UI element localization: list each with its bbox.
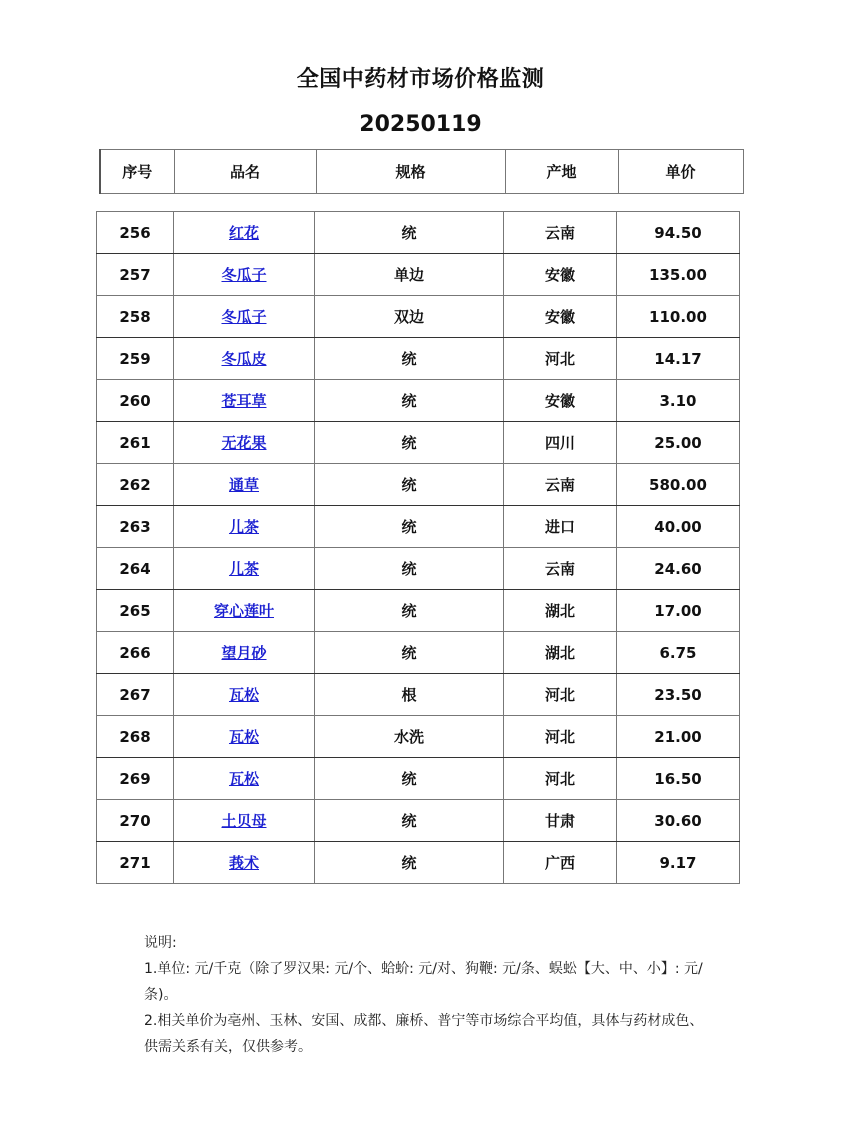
cell-index: 271 xyxy=(97,842,174,884)
cell-name xyxy=(174,800,315,842)
herb-name-link[interactable]: 莪术 xyxy=(228,854,259,872)
cell-origin: 广西 xyxy=(504,842,617,884)
herb-name-link[interactable]: 冬瓜皮 xyxy=(221,350,267,368)
herb-name-link[interactable]: 冬瓜子 xyxy=(221,308,267,326)
table-row xyxy=(97,716,740,758)
column-header-origin: 产地 xyxy=(505,150,618,194)
cell-origin: 河北 xyxy=(504,338,617,380)
herb-name-link[interactable]: 瓦松 xyxy=(228,686,259,704)
cell-index: 259 xyxy=(97,338,174,380)
cell-spec: 统 xyxy=(315,590,504,632)
table-row xyxy=(97,674,740,716)
cell-price: 25.00 xyxy=(617,422,740,464)
cell-origin: 安徽 xyxy=(504,296,617,338)
herb-name-link[interactable]: 穿心莲叶 xyxy=(213,602,274,620)
cell-index: 269 xyxy=(97,758,174,800)
notes-heading: 说明: xyxy=(144,935,177,951)
column-header-name: 品名 xyxy=(174,150,316,194)
cell-spec: 统 xyxy=(315,758,504,800)
cell-index: 256 xyxy=(97,212,174,254)
cell-name xyxy=(174,548,315,590)
cell-name xyxy=(174,590,315,632)
herb-name-link[interactable]: 冬瓜子 xyxy=(221,266,267,284)
table-row xyxy=(97,212,740,254)
cell-origin: 安徽 xyxy=(504,380,617,422)
table-row xyxy=(97,590,740,632)
cell-price: 580.00 xyxy=(617,464,740,506)
cell-origin: 河北 xyxy=(504,674,617,716)
cell-price: 30.60 xyxy=(617,800,740,842)
herb-name-link[interactable]: 苍耳草 xyxy=(221,392,267,410)
cell-index: 258 xyxy=(97,296,174,338)
cell-index: 265 xyxy=(97,590,174,632)
table-row xyxy=(97,464,740,506)
herb-name-link[interactable]: 儿茶 xyxy=(228,518,259,536)
cell-origin: 河北 xyxy=(504,716,617,758)
cell-price: 21.00 xyxy=(617,716,740,758)
table-row xyxy=(97,506,740,548)
cell-origin: 云南 xyxy=(504,464,617,506)
cell-name xyxy=(174,842,315,884)
column-header-price: 单价 xyxy=(618,150,743,194)
cell-origin: 湖北 xyxy=(504,590,617,632)
cell-index: 266 xyxy=(97,632,174,674)
cell-spec: 根 xyxy=(315,674,504,716)
cell-index: 257 xyxy=(97,254,174,296)
cell-price: 135.00 xyxy=(617,254,740,296)
price-table xyxy=(96,211,740,884)
table-row xyxy=(97,254,740,296)
cell-name xyxy=(174,632,315,674)
cell-name xyxy=(174,716,315,758)
cell-index: 263 xyxy=(97,506,174,548)
table-row xyxy=(97,380,740,422)
cell-spec: 统 xyxy=(315,422,504,464)
herb-name-link[interactable]: 红花 xyxy=(228,224,259,242)
cell-name xyxy=(174,464,315,506)
cell-spec: 统 xyxy=(315,632,504,674)
cell-price: 6.75 xyxy=(617,632,740,674)
cell-spec: 统 xyxy=(315,506,504,548)
cell-price: 94.50 xyxy=(617,212,740,254)
cell-origin: 云南 xyxy=(504,548,617,590)
cell-origin: 进口 xyxy=(504,506,617,548)
cell-spec: 统 xyxy=(315,380,504,422)
cell-price: 14.17 xyxy=(617,338,740,380)
herb-name-link[interactable]: 通草 xyxy=(228,476,259,494)
cell-index: 268 xyxy=(97,716,174,758)
cell-name xyxy=(174,380,315,422)
table-row xyxy=(97,632,740,674)
cell-index: 262 xyxy=(97,464,174,506)
notes-line-2: 2.相关单价为亳州、玉林、安国、成都、廉桥、普宁等市场综合平均值，具体与药材成色、供需关系有关，仅供参考。 xyxy=(144,1013,704,1055)
cell-index: 267 xyxy=(97,674,174,716)
cell-spec: 统 xyxy=(315,212,504,254)
cell-spec: 统 xyxy=(315,842,504,884)
cell-origin: 湖北 xyxy=(504,632,617,674)
cell-origin: 河北 xyxy=(504,758,617,800)
cell-spec: 统 xyxy=(315,800,504,842)
cell-price: 110.00 xyxy=(617,296,740,338)
cell-spec: 统 xyxy=(315,338,504,380)
cell-spec: 统 xyxy=(315,548,504,590)
cell-spec: 水洗 xyxy=(315,716,504,758)
cell-price: 9.17 xyxy=(617,842,740,884)
herb-name-link[interactable]: 瓦松 xyxy=(228,728,259,746)
cell-price: 24.60 xyxy=(617,548,740,590)
cell-price: 40.00 xyxy=(617,506,740,548)
cell-name xyxy=(174,506,315,548)
cell-name xyxy=(174,296,315,338)
cell-price: 16.50 xyxy=(617,758,740,800)
table-row xyxy=(97,422,740,464)
cell-name xyxy=(174,338,315,380)
table-header xyxy=(99,149,744,194)
table-row xyxy=(97,800,740,842)
herb-name-link[interactable]: 瓦松 xyxy=(228,770,259,788)
notes-line-1: 1.单位: 元/千克（除了罗汉果: 元/个、蛤蚧: 元/对、狗鞭: 元/条、蜈蚣【大、中、小】: 元/条)。 xyxy=(144,961,703,1003)
cell-name xyxy=(174,674,315,716)
table-row xyxy=(97,338,740,380)
table-row xyxy=(97,758,740,800)
cell-index: 261 xyxy=(97,422,174,464)
header-row xyxy=(100,150,743,194)
column-header-index: 序号 xyxy=(100,150,174,194)
table-row xyxy=(97,296,740,338)
table-row xyxy=(97,548,740,590)
cell-index: 270 xyxy=(97,800,174,842)
cell-origin: 云南 xyxy=(504,212,617,254)
page-title: 全国中药材市场价格监测 xyxy=(296,67,545,92)
cell-origin: 甘肃 xyxy=(504,800,617,842)
cell-index: 260 xyxy=(97,380,174,422)
cell-index: 264 xyxy=(97,548,174,590)
column-header-spec: 规格 xyxy=(316,150,505,194)
cell-name xyxy=(174,758,315,800)
cell-name xyxy=(174,422,315,464)
cell-name xyxy=(174,212,315,254)
cell-spec: 双边 xyxy=(315,296,504,338)
cell-origin: 安徽 xyxy=(504,254,617,296)
herb-name-link[interactable]: 无花果 xyxy=(221,434,267,452)
cell-name xyxy=(174,254,315,296)
table-row xyxy=(97,842,740,884)
cell-spec: 统 xyxy=(315,464,504,506)
herb-name-link[interactable]: 土贝母 xyxy=(221,812,267,830)
cell-spec: 单边 xyxy=(315,254,504,296)
cell-price: 17.00 xyxy=(617,590,740,632)
cell-price: 3.10 xyxy=(617,380,740,422)
notes xyxy=(144,930,704,1060)
cell-price: 23.50 xyxy=(617,674,740,716)
cell-origin: 四川 xyxy=(504,422,617,464)
report-date: 20250119 xyxy=(359,112,482,137)
herb-name-link[interactable]: 儿茶 xyxy=(228,560,259,578)
herb-name-link[interactable]: 望月砂 xyxy=(221,644,267,662)
